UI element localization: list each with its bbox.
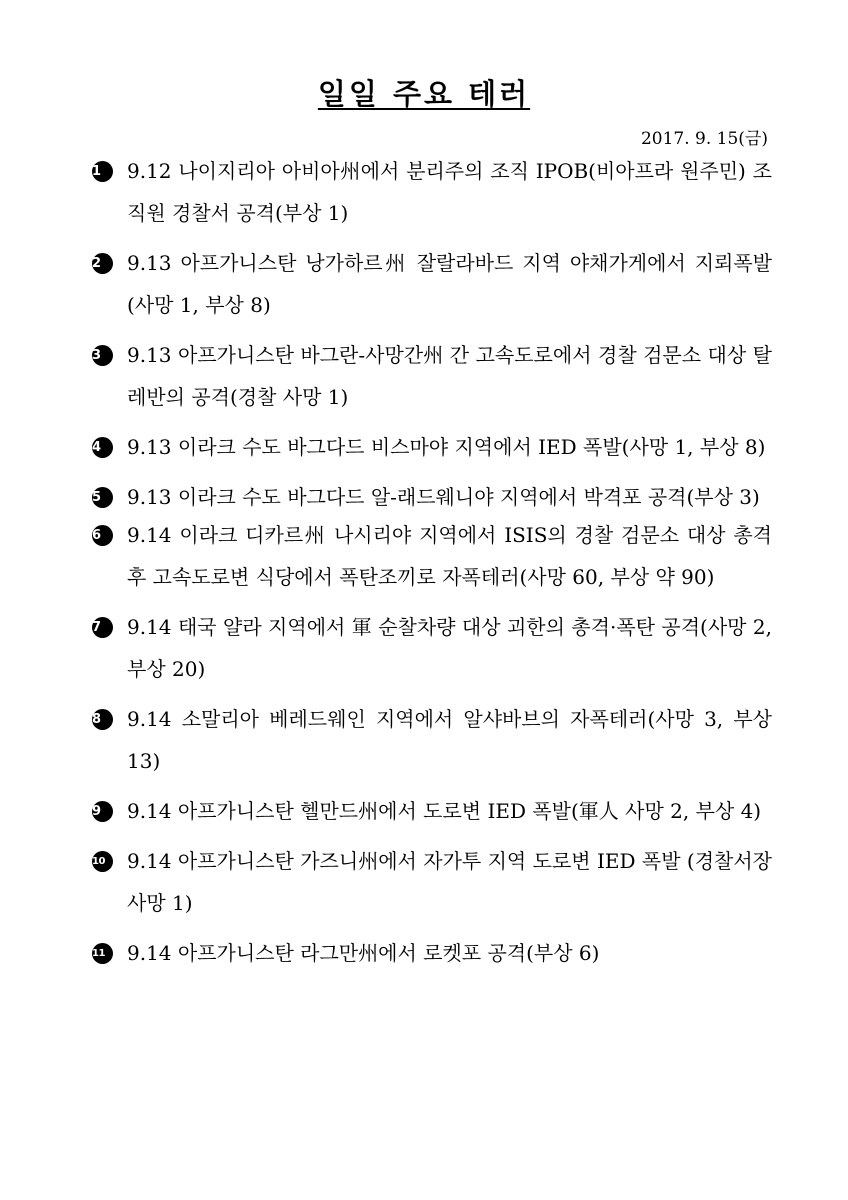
list-item bbox=[92, 334, 772, 418]
list-item bbox=[92, 150, 772, 234]
number-circle-icon: 5 bbox=[92, 487, 113, 508]
list-item bbox=[92, 606, 772, 690]
number-circle-icon: 2 bbox=[92, 253, 113, 274]
list-item bbox=[92, 698, 772, 782]
item-text: 9.14 아프가니스탄 라그만州에서 로켓포 공격(부상 6) bbox=[127, 941, 600, 965]
item-text: 9.13 아프가니스탄 바그란-사망간州 간 고속도로에서 경찰 검문소 대상 탈레반의 공격(경찰 사망 1) bbox=[127, 343, 772, 409]
number-circle-icon: 11 bbox=[92, 943, 113, 964]
number-circle-icon: 3 bbox=[92, 345, 113, 366]
number-circle-icon: 4 bbox=[92, 437, 113, 458]
item-text: 9.13 이라크 수도 바그다드 비스마야 지역에서 IED 폭발(사망 1, 부상 8) bbox=[127, 435, 766, 459]
item-text: 9.14 아프가니스탄 가즈니州에서 자가투 지역 도로변 IED 폭발 (경찰서장 사망 1) bbox=[127, 849, 772, 915]
page-title-text: 일일 주요 테러 bbox=[317, 77, 531, 111]
report-date: 2017. 9. 15(금) bbox=[640, 129, 768, 149]
number-circle-icon: 7 bbox=[92, 617, 113, 638]
list-item bbox=[92, 426, 772, 468]
list-item bbox=[92, 242, 772, 326]
number-circle-icon: 9 bbox=[92, 801, 113, 822]
list-item bbox=[92, 932, 772, 974]
list-item bbox=[92, 514, 772, 598]
number-circle-icon: 10 bbox=[92, 851, 113, 872]
item-text: 9.14 소말리아 베레드웨인 지역에서 알샤바브의 자폭테러(사망 3, 부상 13) bbox=[127, 707, 772, 773]
incident-list bbox=[92, 150, 772, 982]
list-item bbox=[92, 790, 772, 832]
item-text: 9.12 나이지리아 아비아州에서 분리주의 조직 IPOB(비아프라 원주민) 조직원 경찰서 공격(부상 1) bbox=[127, 159, 772, 225]
item-text: 9.14 아프가니스탄 헬만드州에서 도로변 IED 폭발(軍人 사망 2, 부상 4) bbox=[127, 799, 762, 823]
number-circle-icon: 1 bbox=[92, 161, 113, 182]
page-title bbox=[0, 72, 848, 116]
item-text: 9.13 이라크 수도 바그다드 알-래드웨니야 지역에서 박격포 공격(부상 3) bbox=[127, 485, 760, 509]
item-text: 9.14 이라크 디카르州 나시리야 지역에서 ISIS의 경찰 검문소 대상 총격 후 고속도로변 식당에서 폭탄조끼로 자폭테러(사망 60, 부상 약 90) bbox=[127, 523, 772, 589]
number-circle-icon: 8 bbox=[92, 709, 113, 730]
list-item bbox=[92, 476, 772, 518]
item-text: 9.13 아프가니스탄 낭가하르州 잘랄라바드 지역 야채가게에서 지뢰폭발(사망 1, 부상 8) bbox=[127, 251, 772, 317]
item-text: 9.14 태국 얄라 지역에서 軍 순찰차량 대상 괴한의 총격·폭탄 공격(사망 2, 부상 20) bbox=[127, 615, 772, 681]
number-circle-icon: 6 bbox=[92, 525, 113, 546]
list-item bbox=[92, 840, 772, 924]
